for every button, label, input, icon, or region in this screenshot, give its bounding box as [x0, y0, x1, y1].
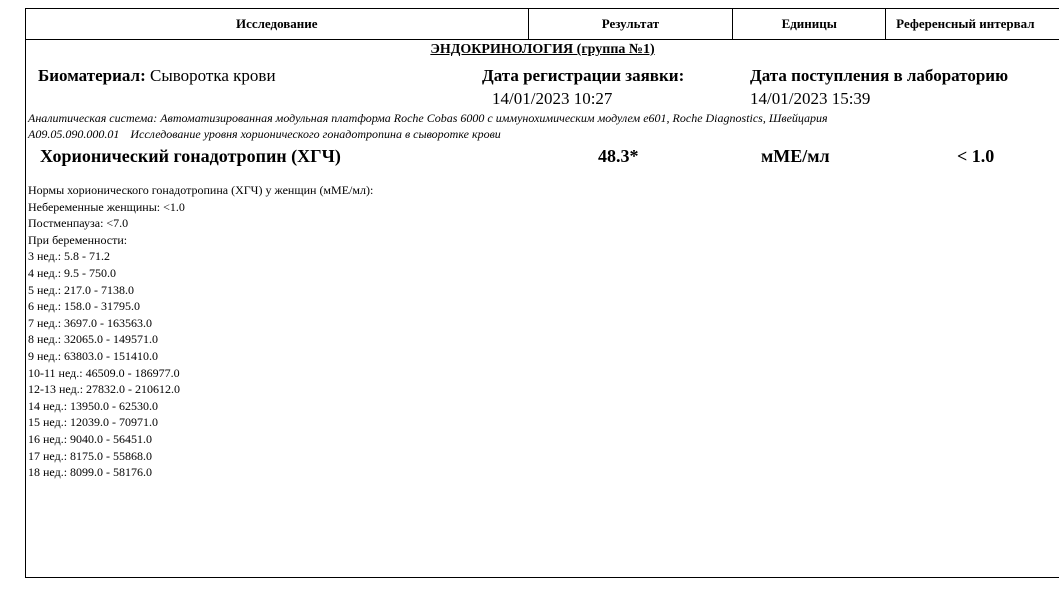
- norm-line: 4 нед.: 9.5 - 750.0: [28, 265, 117, 280]
- norms-list: [26, 182, 1059, 481]
- test-code: A09.05.090.000.01: [28, 127, 120, 141]
- biomaterial-value: Сыворотка крови: [149, 66, 276, 85]
- header-test: Исследование: [26, 9, 529, 39]
- test-description: Исследование уровня хорионического гонадотропина в сыворотке крови: [130, 127, 501, 141]
- result-name: Хорионический гонадотропин (ХГЧ): [40, 146, 341, 166]
- norm-line: Нормы хорионического гонадотропина (ХГЧ) у женщин (мМЕ/мл):: [28, 183, 374, 197]
- header-units: Единицы: [733, 9, 886, 39]
- norm-line: 15 нед.: 12039.0 - 70971.0: [28, 415, 159, 430]
- norm-line: Небеременные женщины: <1.0: [28, 199, 185, 214]
- norm-line: 17 нед.: 8175.0 - 55868.0: [28, 448, 153, 463]
- norm-line: 9 нед.: 63803.0 - 151410.0: [28, 348, 159, 363]
- norm-line: 3 нед.: 5.8 - 71.2: [28, 249, 111, 264]
- received-label: Дата поступления в лабораторию: [750, 66, 1009, 85]
- result-value: 48.3*: [598, 146, 639, 166]
- registration-date: [482, 66, 684, 109]
- norm-line: Постменпауза: <7.0: [28, 216, 129, 231]
- lab-report: [25, 8, 1059, 578]
- sample-meta: [26, 60, 1059, 108]
- received-value: 14/01/2023 15:39: [750, 89, 871, 108]
- norm-line: 12-13 нед.: 27832.0 - 210612.0: [28, 382, 181, 397]
- registration-value: 14/01/2023 10:27: [492, 89, 613, 108]
- section-title: ЭНДОКРИНОЛОГИЯ (группа №1): [430, 42, 655, 57]
- norm-line: 16 нед.: 9040.0 - 56451.0: [28, 431, 153, 446]
- norm-line: 8 нед.: 32065.0 - 149571.0: [28, 332, 159, 347]
- norm-line: 5 нед.: 217.0 - 7138.0: [28, 282, 135, 297]
- norm-line: 10-11 нед.: 46509.0 - 186977.0: [28, 365, 180, 380]
- norm-line: 14 нед.: 13950.0 - 62530.0: [28, 398, 159, 413]
- received-date: [750, 66, 1008, 109]
- norm-line: 18 нед.: 8099.0 - 58176.0: [28, 465, 153, 480]
- biomaterial-label: Биоматериал:: [38, 66, 146, 85]
- header-result: Результат: [529, 9, 734, 39]
- result-row: [26, 144, 1059, 172]
- test-line: [26, 126, 1059, 142]
- norm-line: При беременности:: [28, 232, 128, 247]
- biomaterial: [38, 66, 276, 86]
- result-units: мМЕ/мл: [761, 146, 830, 166]
- header-reference: Референсный интервал: [896, 16, 1035, 31]
- norm-line: 7 нед.: 3697.0 - 163563.0: [28, 315, 153, 330]
- registration-label: Дата регистрации заявки:: [482, 66, 685, 85]
- analyzer-info: Аналитическая система: Автоматизированная модульная платформа Roche Cobas 6000 с иммунохимическим модулем e601, Roche Diagnostics, Швейцария: [28, 111, 828, 125]
- result-reference: < 1.0: [957, 146, 995, 166]
- table-header: [26, 9, 1059, 40]
- norm-line: 6 нед.: 158.0 - 31795.0: [28, 299, 141, 314]
